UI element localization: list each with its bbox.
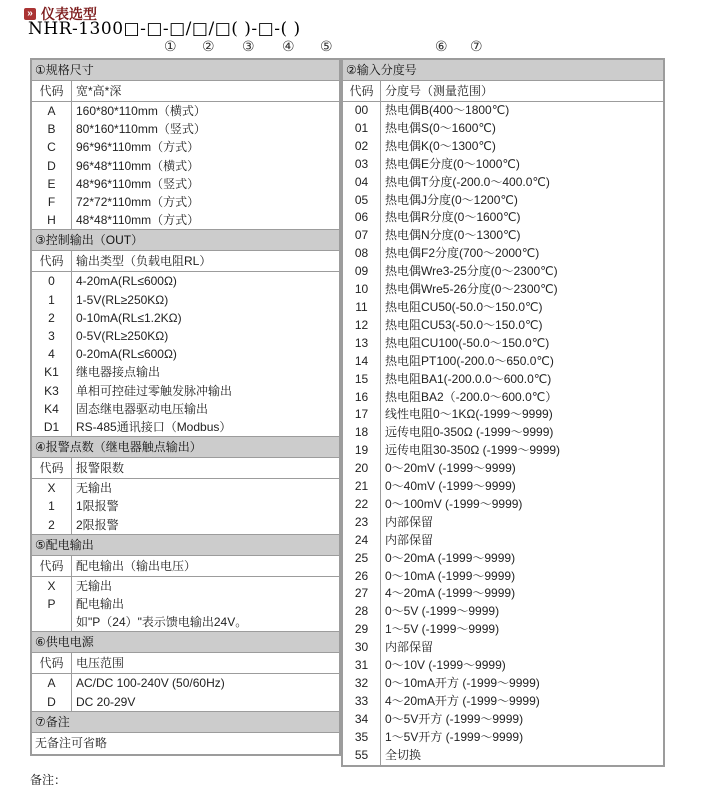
desc-cell: 单相可控硅过零触发脉冲输出 (76, 383, 233, 398)
code-cell: 17 (343, 406, 381, 424)
footer-remark-label: 备注： (30, 773, 67, 785)
section-control-output (32, 229, 339, 436)
desc-cell: 0～20mV (-1999～9999) (385, 461, 516, 476)
column-header-row (32, 458, 339, 479)
table-row (32, 291, 339, 309)
code-cell: 18 (343, 424, 381, 442)
code-cell: 32 (343, 675, 381, 693)
table-row (32, 102, 339, 120)
desc-cell: 热电阻CU53(-50.0～150.0℃) (385, 317, 543, 332)
column-header-row (343, 81, 663, 102)
section-title-bar: ③控制输出（OUT） (32, 230, 339, 251)
code-cell: 24 (343, 532, 381, 550)
desc-cell: 48*48*110mm（方式） (76, 213, 200, 228)
desc-cell: 远传电阻30-350Ω (-1999～9999) (385, 443, 561, 458)
desc-cell: 0～20mA (-1999～9999) (385, 550, 516, 565)
model-code-line: NHR-1300□-□-□/□/□( )-□-( ) (28, 19, 301, 39)
code-cell: C (32, 138, 72, 156)
code-cell: 20 (343, 460, 381, 478)
desc-cell: 4-20mA(RL≤600Ω) (76, 274, 177, 289)
code-cell: 01 (343, 120, 381, 138)
desc-cell: RS-485通讯接口（Modbus） (76, 420, 232, 435)
desc-cell: 热电偶E分度(0～1000℃) (385, 156, 520, 171)
code-cell: K4 (32, 400, 72, 418)
code-cell: 27 (343, 585, 381, 603)
desc-cell: 热电阻BA2（-200.0～600.0℃） (385, 389, 558, 404)
section-remark (32, 711, 339, 754)
section-title-bar: ①规格尺寸 (32, 60, 339, 81)
position-marker: ⑤ (320, 39, 333, 55)
column-header-row (32, 556, 339, 577)
code-cell: 0 (32, 272, 72, 290)
code-cell: P (32, 595, 72, 613)
table-row (343, 227, 663, 245)
code-cell: E (32, 175, 72, 193)
desc-cell: 内部保留 (385, 640, 434, 655)
position-marker: ⑦ (470, 39, 483, 55)
code-cell: 06 (343, 209, 381, 227)
desc-cell: 4～20mA开方 (-1999～9999) (385, 693, 540, 708)
remark-note: 无备注可省略 (35, 735, 108, 750)
table-row (343, 353, 663, 371)
table-row (32, 272, 339, 290)
code-cell: 19 (343, 442, 381, 460)
table-row (343, 156, 663, 174)
code-cell: 1 (32, 291, 72, 309)
code-cell: 23 (343, 514, 381, 532)
desc-cell: 热电偶N分度(0～1300℃) (385, 228, 521, 243)
desc-cell: 如"P（24）"表示馈电输出24V。 (76, 615, 248, 630)
code-cell: F (32, 193, 72, 211)
table-row (343, 263, 663, 281)
code-cell: 1 (32, 497, 72, 515)
desc-cell: 0～100mV (-1999～9999) (385, 496, 523, 511)
table-row (32, 120, 339, 138)
table-row (343, 568, 663, 586)
code-cell: A (32, 102, 72, 120)
table-row (32, 382, 339, 400)
code-cell: D (32, 693, 72, 711)
desc-cell: 热电阻BA1(-200.0.0～600.0℃) (385, 371, 552, 386)
table-row (343, 424, 663, 442)
desc-cell: 160*80*110mm（横式） (76, 104, 206, 118)
table-row (343, 245, 663, 263)
desc-cell: 0-20mA(RL≤600Ω) (76, 347, 177, 362)
desc-cell: 0～10mA开方 (-1999～9999) (385, 676, 540, 690)
desc-cell: 热电阻CU100(-50.0～150.0℃) (385, 335, 550, 350)
position-marker: ② (202, 39, 215, 55)
desc-column-header: 宽*高*深 (76, 84, 122, 98)
desc-cell: 0-10mA(RL≤1.2KΩ) (76, 310, 182, 325)
desc-cell: 0～5V开方 (-1999～9999) (385, 711, 524, 726)
desc-column-header: 电压范围 (76, 656, 125, 671)
code-cell: 00 (343, 102, 381, 120)
desc-cell: DC 20-29V (76, 694, 136, 709)
table-row (32, 497, 339, 515)
code-cell: 31 (343, 657, 381, 675)
code-cell: K3 (32, 382, 72, 400)
desc-cell: 1～5V (-1999～9999) (385, 622, 500, 637)
desc-cell: 96*48*110mm（横式） (76, 158, 200, 173)
table-row (343, 209, 663, 227)
table-row (32, 363, 339, 381)
section-rows (32, 272, 339, 436)
table-row (343, 496, 663, 514)
code-cell: 30 (343, 639, 381, 657)
desc-cell: 无输出 (76, 578, 113, 593)
desc-cell: 48*96*110mm（竖式） (76, 176, 200, 191)
code-cell: H (32, 211, 72, 229)
desc-cell: 固态继电器驱动电压输出 (76, 401, 209, 416)
desc-cell: 热电偶F2分度(700～2000℃) (385, 246, 540, 261)
table-row (32, 516, 339, 534)
code-cell: 05 (343, 192, 381, 210)
desc-cell: 热电偶J分度(0～1200℃) (385, 192, 518, 207)
section-rows (32, 479, 339, 534)
desc-cell: 热电偶K(0～1300℃) (385, 138, 496, 153)
table-row (32, 175, 339, 193)
position-marker: ① (164, 39, 177, 55)
desc-cell: 远传电阻0-350Ω (-1999～9999) (385, 425, 554, 440)
column-header-row (32, 251, 339, 272)
code-cell: 09 (343, 263, 381, 281)
desc-cell: 热电偶Wre5-26分度(0～2300℃) (385, 282, 558, 297)
table-row (343, 639, 663, 657)
code-cell: 26 (343, 568, 381, 586)
desc-cell: 1～5V开方 (-1999～9999) (385, 729, 524, 744)
desc-cell: 热电偶T分度(-200.0～400.0℃) (385, 174, 550, 189)
table-row (32, 613, 339, 631)
desc-cell: 80*160*110mm（竖式） (76, 122, 206, 137)
code-cell: D1 (32, 418, 72, 436)
table-row (343, 281, 663, 299)
desc-cell: 无输出 (76, 481, 113, 496)
section-power-supply (32, 631, 339, 710)
table-row (343, 514, 663, 532)
code-cell: 33 (343, 693, 381, 711)
table-row (343, 585, 663, 603)
table-row (32, 595, 339, 613)
code-column-header: 代码 (32, 458, 72, 478)
code-cell: 02 (343, 138, 381, 156)
code-cell: D (32, 157, 72, 175)
table-row (32, 193, 339, 211)
table-row (32, 309, 339, 327)
table-row (343, 729, 663, 747)
code-cell: 14 (343, 353, 381, 371)
section-alarm-points (32, 436, 339, 534)
section-rows (343, 102, 663, 765)
page-title: 仪表选型 (41, 6, 97, 22)
table-row (32, 693, 339, 711)
desc-cell: 内部保留 (385, 532, 434, 547)
desc-cell: 热电偶B(400～1800℃) (385, 103, 510, 117)
code-cell: K1 (32, 363, 72, 381)
section-title-bar: ②输入分度号 (343, 60, 663, 81)
code-cell: 15 (343, 371, 381, 389)
desc-cell: 全切换 (385, 747, 422, 762)
code-cell: 12 (343, 317, 381, 335)
table-row (343, 138, 663, 156)
table-row (343, 603, 663, 621)
desc-cell: 热电阻PT100(-200.0～650.0℃) (385, 353, 554, 368)
position-marker: ④ (282, 39, 295, 55)
code-column-header: 代码 (32, 653, 72, 673)
desc-cell: 4～20mA (-1999～9999) (385, 586, 516, 601)
section-title-bar: ⑦备注 (32, 712, 339, 733)
table-row (343, 460, 663, 478)
desc-cell: 0～10V (-1999～9999) (385, 658, 506, 673)
desc-cell: 热电阻CU50(-50.0～150.0℃) (385, 299, 543, 314)
position-marker: ⑥ (435, 39, 448, 55)
table-row (343, 406, 663, 424)
code-cell: 4 (32, 345, 72, 363)
desc-cell: 0-5V(RL≥250KΩ) (76, 329, 169, 344)
table-row (32, 157, 339, 175)
section-title-bar: ⑤配电输出 (32, 535, 339, 556)
desc-cell: 0～40mV (-1999～9999) (385, 479, 516, 494)
section-spec-size (32, 60, 339, 229)
desc-cell: 96*96*110mm（方式） (76, 140, 200, 155)
column-header-row (32, 653, 339, 674)
code-column-header: 代码 (32, 251, 72, 271)
table-row (32, 400, 339, 418)
section-title-bar: ④报警点数（继电器触点输出） (32, 437, 339, 458)
right-selection-table (341, 58, 665, 767)
table-row (32, 418, 339, 436)
table-row (343, 371, 663, 389)
column-header-row (32, 81, 339, 102)
selection-tables (30, 58, 665, 767)
table-row (32, 345, 339, 363)
section-input-graduation (343, 60, 663, 765)
code-cell: X (32, 577, 72, 595)
code-cell: 11 (343, 299, 381, 317)
position-marker: ③ (242, 39, 255, 55)
desc-column-header: 输出类型（负载电阻RL） (76, 254, 212, 269)
code-cell: 04 (343, 174, 381, 192)
section-distribution-output (32, 534, 339, 632)
table-row (32, 138, 339, 156)
code-cell: A (32, 674, 72, 692)
code-cell: 16 (343, 389, 381, 407)
code-cell: 22 (343, 496, 381, 514)
position-markers-row (0, 39, 726, 56)
code-column-header: 代码 (32, 81, 72, 101)
section-rows (32, 674, 339, 710)
code-cell: 10 (343, 281, 381, 299)
table-row (343, 102, 663, 120)
table-row (32, 327, 339, 345)
table-row (343, 550, 663, 568)
desc-column-header: 报警限数 (76, 461, 125, 476)
code-cell: B (32, 120, 72, 138)
table-row (343, 389, 663, 407)
code-cell: 2 (32, 309, 72, 327)
code-cell (32, 613, 72, 631)
table-row (343, 299, 663, 317)
code-cell: 13 (343, 335, 381, 353)
table-row (343, 657, 663, 675)
code-cell: 34 (343, 711, 381, 729)
desc-cell: 2限报警 (76, 517, 119, 532)
table-row (343, 120, 663, 138)
table-row (32, 211, 339, 229)
code-cell: 3 (32, 327, 72, 345)
left-selection-table (30, 58, 341, 756)
table-row (343, 174, 663, 192)
desc-column-header: 分度号（测量范围） (385, 84, 494, 98)
desc-column-header: 配电输出（输出电压） (76, 558, 197, 573)
code-cell: X (32, 479, 72, 497)
table-row (32, 479, 339, 497)
code-cell: 55 (343, 747, 381, 765)
table-row (32, 674, 339, 692)
code-cell: 25 (343, 550, 381, 568)
desc-cell: 1-5V(RL≥250KΩ) (76, 292, 169, 307)
table-row (343, 317, 663, 335)
section-title-bar: ⑥供电电源 (32, 632, 339, 653)
table-row (343, 693, 663, 711)
table-row (343, 621, 663, 639)
desc-cell: AC/DC 100-240V (50/60Hz) (76, 676, 225, 691)
table-row (343, 675, 663, 693)
table-row (32, 577, 339, 595)
table-row (343, 192, 663, 210)
code-cell: 08 (343, 245, 381, 263)
code-cell: 28 (343, 603, 381, 621)
section-rows (32, 102, 339, 229)
table-row (343, 442, 663, 460)
code-cell: 07 (343, 227, 381, 245)
code-column-header: 代码 (32, 556, 72, 576)
desc-cell: 1限报警 (76, 499, 119, 514)
code-column-header: 代码 (343, 81, 381, 101)
desc-cell: 72*72*110mm（方式） (76, 195, 200, 210)
desc-cell: 线性电阻0～1KΩ(-1999～9999) (385, 407, 553, 422)
table-row (343, 335, 663, 353)
desc-cell: 配电输出 (76, 597, 125, 612)
section-rows (32, 577, 339, 632)
table-row (343, 532, 663, 550)
table-row (343, 711, 663, 729)
desc-cell: 热电偶S(0～1600℃) (385, 120, 496, 135)
desc-cell: 继电器接点输出 (76, 365, 161, 380)
desc-cell: 热电偶Wre3-25分度(0～2300℃) (385, 264, 558, 279)
desc-cell: 0～10mA (-1999～9999) (385, 568, 516, 583)
code-cell: 35 (343, 729, 381, 747)
code-cell: 2 (32, 516, 72, 534)
table-row (343, 747, 663, 765)
code-cell: 21 (343, 478, 381, 496)
code-cell: 29 (343, 621, 381, 639)
code-cell: 03 (343, 156, 381, 174)
desc-cell: 内部保留 (385, 514, 434, 529)
desc-cell: 0～5V (-1999～9999) (385, 604, 500, 619)
desc-cell: 热电偶R分度(0～1600℃) (385, 210, 521, 225)
arrow-right-bullet-icon: » (24, 8, 36, 20)
table-row (343, 478, 663, 496)
